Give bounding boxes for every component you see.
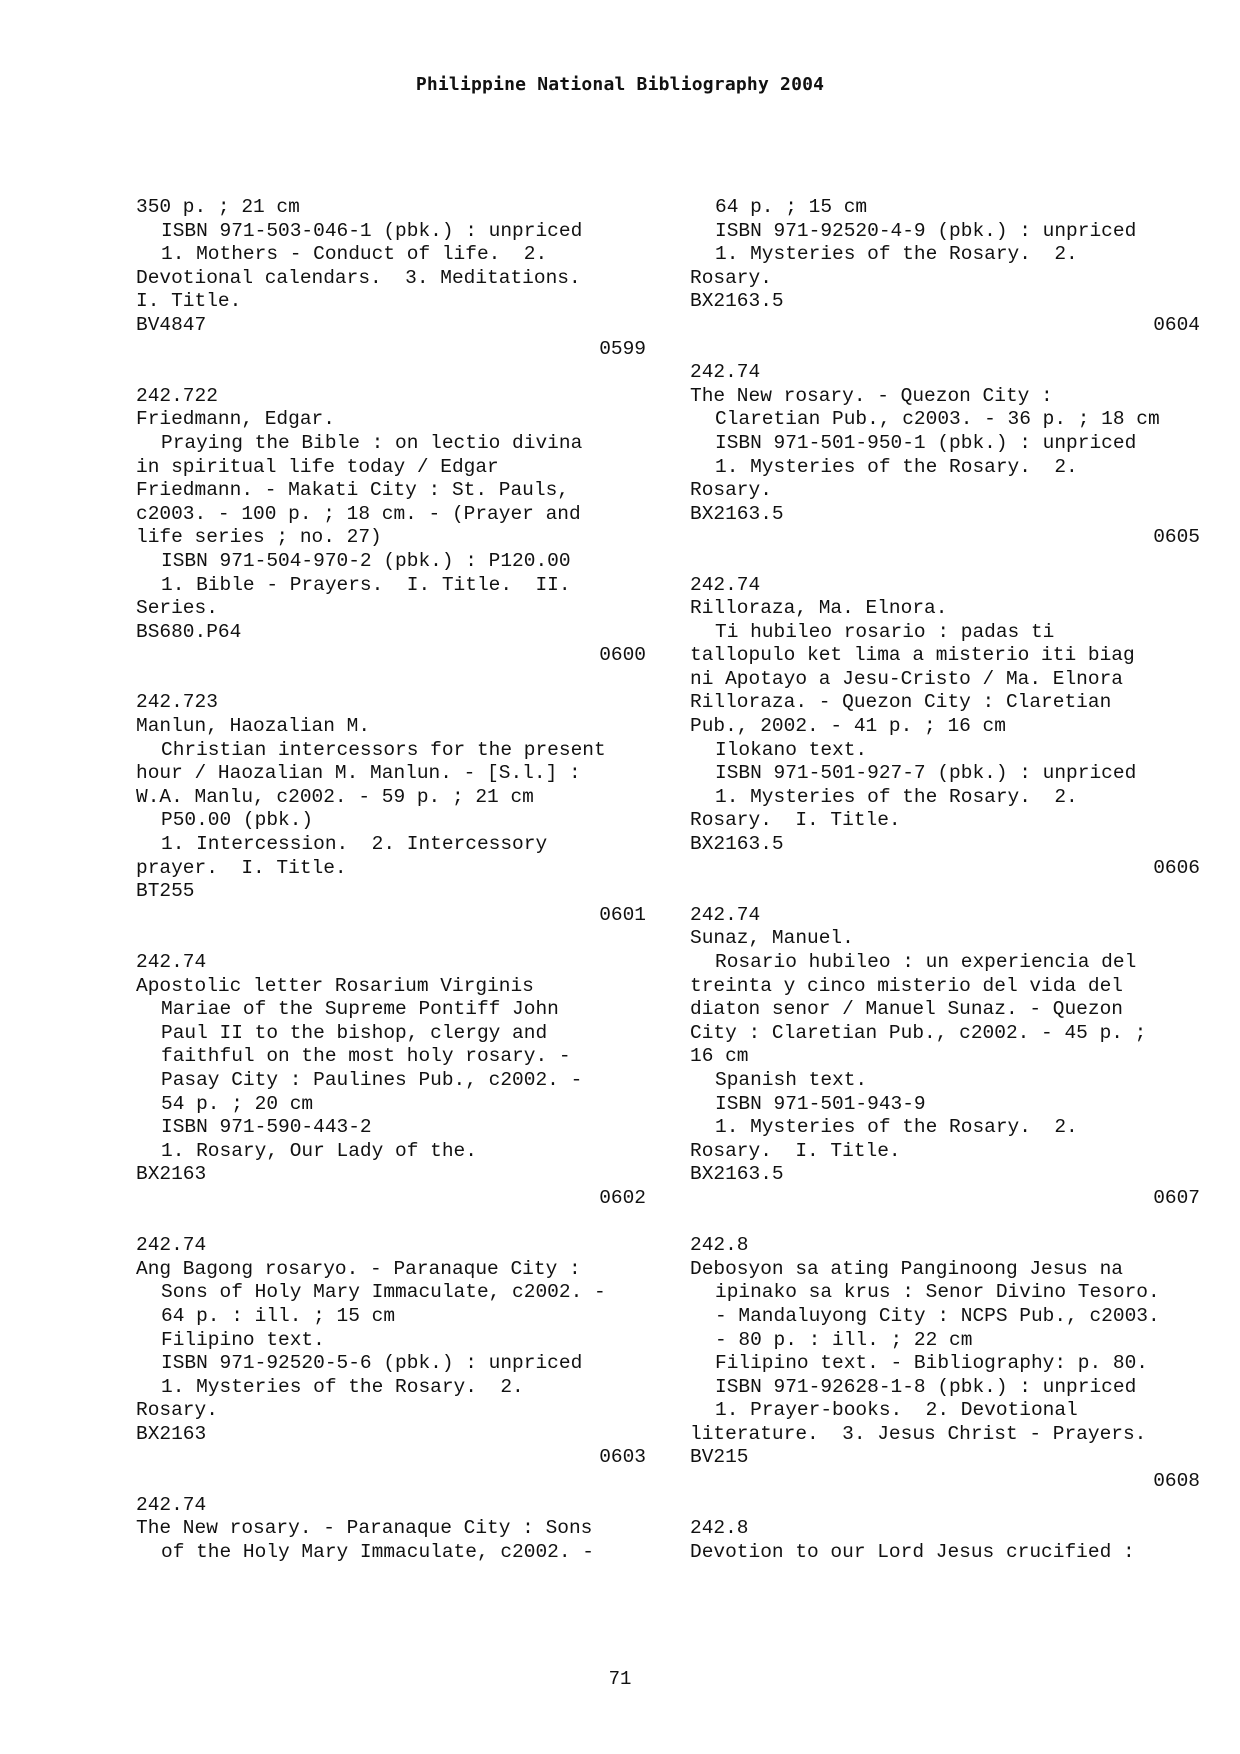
entry-line: ISBN 971-504-970-2 (pbk.) : P120.00	[161, 549, 571, 572]
entry-line: 1. Mysteries of the Rosary. 2.	[715, 455, 1078, 478]
entry-line: Friedmann. - Makati City : St. Pauls,	[136, 479, 569, 502]
entry-line: Ilokano text.	[715, 738, 868, 761]
entry-line: diaton senor / Manuel Sunaz. - Quezon	[690, 998, 1123, 1021]
entry-line: 1. Bible - Prayers. I. Title. II.	[161, 573, 571, 596]
entry-line: 1. Mysteries of the Rosary. 2.	[161, 1375, 524, 1398]
entry-number: 0601	[599, 903, 646, 926]
entry-line: BX2163.5	[690, 1163, 784, 1186]
entry-line	[690, 1211, 1200, 1235]
entry-line: literature. 3. Jesus Christ - Prayers.	[690, 1422, 1147, 1445]
entry-line: 16 cm	[690, 1045, 749, 1068]
entry-line: Sunaz, Manuel.	[690, 927, 854, 950]
entry-line: 242.74	[136, 1234, 207, 1257]
entry-line: Rosario hubileo : un experiencia del	[715, 951, 1137, 973]
entry-line	[136, 1470, 646, 1494]
entry-line: 242.8	[690, 1517, 749, 1540]
entry-line: faithful on the most holy rosary. -	[161, 1045, 571, 1068]
entry-line: Apostolic letter Rosarium Virginis	[136, 974, 534, 997]
entry-number: 0599	[599, 337, 646, 360]
entry-line: ISBN 971-92520-5-6 (pbk.) : unpriced	[161, 1352, 583, 1375]
entry-line: BV215	[690, 1446, 749, 1469]
entry-line: ni Apotayo a Jesu-Cristo / Ma. Elnora	[690, 667, 1123, 690]
entry-line: treinta y cinco misterio del vida del	[690, 974, 1123, 997]
entry-line	[690, 550, 1200, 574]
entry-line: 242.74	[136, 1493, 207, 1516]
entry-line: BX2163.5	[690, 833, 784, 856]
entry-line: I. Title.	[136, 290, 242, 313]
entry-line: ISBN 971-92520-4-9 (pbk.) : unpriced	[715, 219, 1137, 242]
entry-line: Manlun, Haozalian M.	[136, 715, 371, 738]
entry-line: Debosyon sa ating Panginoong Jesus na	[690, 1257, 1123, 1280]
bibliography-column-left	[136, 196, 646, 1564]
entry-line: 242.74	[136, 951, 207, 973]
entry-line: City : Claretian Pub., c2002. - 45 p. ;	[690, 1021, 1147, 1044]
entry-line: 1. Prayer-books. 2. Devotional	[715, 1399, 1078, 1422]
entry-line: Ang Bagong rosaryo. - Paranaque City :	[136, 1257, 581, 1280]
entry-line: BS680.P64	[136, 620, 242, 643]
entry-line: P50.00 (pbk.)	[161, 809, 314, 832]
entry-number: 0606	[1153, 856, 1200, 879]
entry-line: Claretian Pub., c2003. - 36 p. ; 18 cm	[715, 408, 1160, 431]
entry-line: Rosary. I. Title.	[690, 1139, 901, 1162]
entry-line: Sons of Holy Mary Immaculate, c2002. -	[161, 1281, 606, 1304]
entry-line	[690, 880, 1200, 904]
entry-line: 1. Intercession. 2. Intercessory	[161, 833, 548, 856]
entry-line: 1. Mothers - Conduct of life. 2.	[161, 243, 548, 266]
entry-line: 350 p. ; 21 cm	[136, 196, 300, 218]
entry-line: Rosary.	[690, 479, 772, 502]
entry-line: ISBN 971-501-927-7 (pbk.) : unpriced	[715, 762, 1137, 785]
entry-line: Filipino text.	[161, 1328, 325, 1351]
entry-line: life series ; no. 27)	[136, 526, 382, 549]
entry-line: ISBN 971-503-046-1 (pbk.) : unpriced	[161, 219, 583, 242]
entry-number: 0602	[599, 1186, 646, 1209]
entry-line: - 80 p. : ill. ; 22 cm	[715, 1328, 973, 1351]
entry-line: 242.74	[690, 903, 761, 926]
entry-line: 1. Mysteries of the Rosary. 2.	[715, 785, 1078, 808]
entry-line	[136, 361, 646, 385]
entry-line: Rilloraza, Ma. Elnora.	[690, 597, 948, 620]
entry-line: Pasay City : Paulines Pub., c2002. -	[161, 1068, 583, 1091]
entry-line	[136, 927, 646, 951]
entry-line: Friedmann, Edgar.	[136, 408, 335, 431]
entry-line: ipinako sa krus : Senor Divino Tesoro.	[715, 1281, 1160, 1304]
entry-line: ISBN 971-590-443-2	[161, 1116, 372, 1139]
entry-line: c2003. - 100 p. ; 18 cm. - (Prayer and	[136, 502, 581, 525]
entry-line: tallopulo ket lima a misterio iti biag	[690, 644, 1135, 667]
entry-line: of the Holy Mary Immaculate, c2002. -	[161, 1540, 594, 1563]
entry-line: 242.74	[690, 361, 761, 384]
entry-line: BV4847	[136, 313, 207, 336]
entry-line: 242.74	[690, 573, 761, 596]
entry-line: BX2163	[136, 1163, 207, 1186]
entry-line: Christian intercessors for the present	[161, 738, 606, 761]
entry-line: Rosary.	[690, 266, 772, 289]
entry-line	[136, 1211, 646, 1235]
entry-line: Series.	[136, 597, 218, 620]
entry-line: - Mandaluyong City : NCPS Pub., c2003.	[715, 1304, 1160, 1327]
entry-line: hour / Haozalian M. Manlun. - [S.l.] :	[136, 762, 581, 785]
entry-line: in spiritual life today / Edgar	[136, 455, 499, 478]
entry-line: The New rosary. - Paranaque City : Sons	[136, 1517, 593, 1540]
entry-line: Devotional calendars. 3. Meditations.	[136, 266, 581, 289]
entry-line: Devotion to our Lord Jesus crucified :	[690, 1540, 1135, 1563]
entry-line: W.A. Manlu, c2002. - 59 p. ; 21 cm	[136, 785, 534, 808]
entry-line: The New rosary. - Quezon City :	[690, 384, 1053, 407]
entry-number: 0607	[1153, 1186, 1200, 1209]
entry-line: 1. Mysteries of the Rosary. 2.	[715, 1116, 1078, 1139]
page-number: 71	[608, 1668, 632, 1690]
entry-line: 242.8	[690, 1234, 749, 1257]
entry-line	[690, 338, 1200, 362]
entry-number: 0605	[1153, 526, 1200, 549]
entry-line: Spanish text.	[715, 1068, 868, 1091]
entry-line: Rilloraza. - Quezon City : Claretian	[690, 691, 1112, 714]
entry-line: ISBN 971-501-943-9	[715, 1092, 926, 1115]
entry-line: 242.722	[136, 384, 218, 407]
entry-line: Ti hubileo rosario : padas ti	[715, 620, 1055, 643]
bibliography-column-right	[690, 196, 1200, 1564]
entry-line: prayer. I. Title.	[136, 856, 347, 879]
entry-line: ISBN 971-92628-1-8 (pbk.) : unpriced	[715, 1375, 1137, 1398]
entry-line	[690, 1494, 1200, 1518]
entry-number: 0603	[599, 1446, 646, 1469]
entry-line: 1. Rosary, Our Lady of the.	[161, 1139, 477, 1162]
entry-line: 1. Mysteries of the Rosary. 2.	[715, 243, 1078, 266]
entry-line: 64 p. ; 15 cm	[715, 196, 868, 218]
entry-line: 54 p. ; 20 cm	[161, 1092, 314, 1115]
entry-line: Pub., 2002. - 41 p. ; 16 cm	[690, 715, 1006, 738]
entry-line: Filipino text. - Bibliography: p. 80.	[715, 1352, 1148, 1375]
entry-line: BX2163	[136, 1422, 207, 1445]
entry-line: Praying the Bible : on lectio divina	[161, 431, 583, 454]
entry-line: Mariae of the Supreme Pontiff John	[161, 998, 559, 1021]
entry-line: BT255	[136, 880, 195, 903]
entry-number: 0600	[599, 644, 646, 667]
entry-line: Rosary.	[136, 1399, 218, 1422]
entry-line: ISBN 971-501-950-1 (pbk.) : unpriced	[715, 431, 1137, 454]
entry-number: 0608	[1153, 1470, 1200, 1493]
entry-line: 64 p. : ill. ; 15 cm	[161, 1304, 396, 1327]
entry-number: 0604	[1153, 313, 1200, 336]
page-title: Philippine National Bibliography 2004	[415, 74, 825, 95]
entry-line: 242.723	[136, 691, 218, 714]
entry-line	[136, 668, 646, 692]
entry-line: BX2163.5	[690, 290, 784, 313]
entry-line: Rosary. I. Title.	[690, 809, 901, 832]
entry-line: Paul II to the bishop, clergy and	[161, 1021, 548, 1044]
entry-line: BX2163.5	[690, 502, 784, 525]
